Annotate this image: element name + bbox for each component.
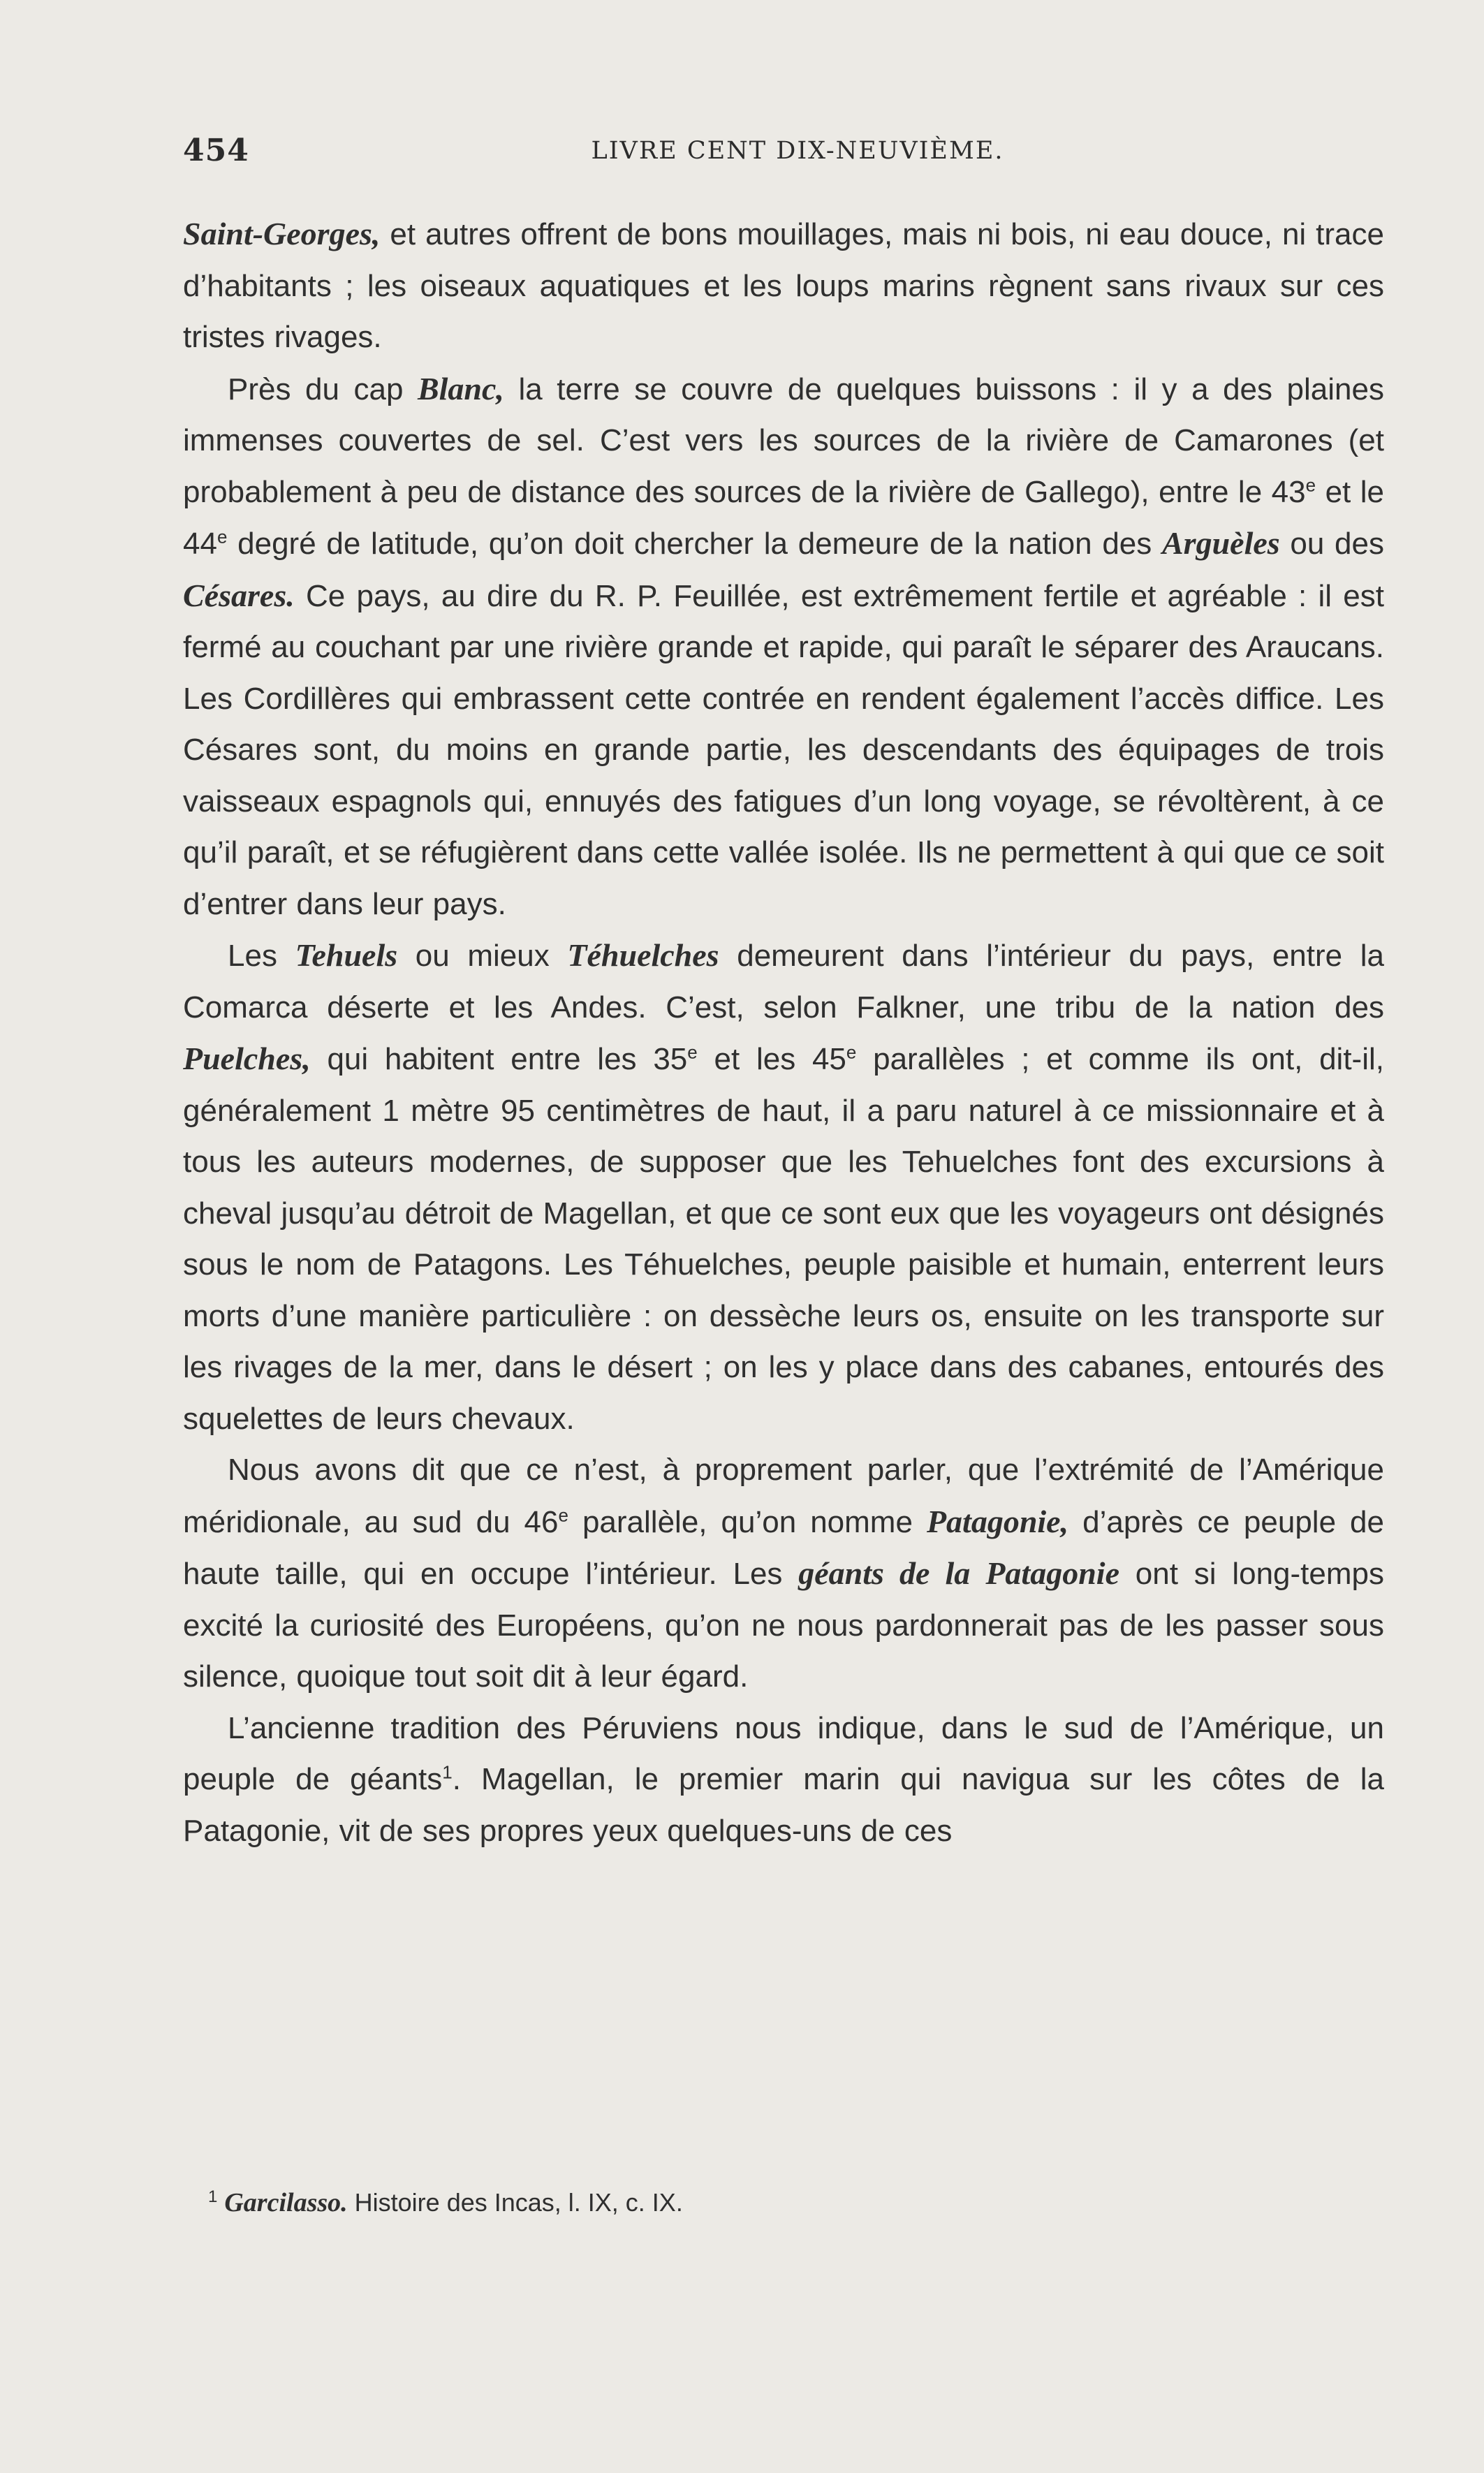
- superscript: e: [687, 1041, 698, 1063]
- superscript: e: [558, 1504, 568, 1525]
- text-run: et les 45: [697, 1042, 846, 1076]
- paragraph: [183, 1703, 1384, 1857]
- italic-term: Saint-Georges,: [183, 216, 381, 251]
- italic-term: Arguèles: [1161, 525, 1280, 561]
- footnote-text: Histoire des Incas, l. IX, c. IX.: [347, 2188, 683, 2217]
- text-run: et le 44: [183, 474, 1385, 561]
- footnote-marker: 1: [208, 2187, 218, 2206]
- text-run: ont si long-temps excité la curiosité des Européens, qu’on ne nous pardonnerait pas de les passer sous silence, quoique tout soit dit à leur égard.: [183, 1557, 1384, 1694]
- text-run: ou des: [1279, 527, 1384, 561]
- page-number: 454: [183, 133, 249, 168]
- superscript: e: [846, 1041, 857, 1063]
- paragraph: [183, 1444, 1384, 1703]
- text-run: la terre se couvre de quelques buissons : il y a des plaines immenses couvertes de sel. C’est vers les sources de la rivière de Camarones (et probablement à peu de distance des sources de la rivière de Gallego), entre le 43: [183, 372, 1384, 509]
- page-header: [183, 133, 1384, 175]
- footnote: [208, 2187, 1381, 2218]
- italic-term: Téhuelches: [567, 937, 719, 973]
- paragraph: [183, 208, 1384, 363]
- superscript: e: [1305, 474, 1316, 495]
- text-run: Ce pays, au dire du R. P. Feuillée, est extrêmement fertile et agréable : il est fermé au couchant par une rivière grande et rapide, qui paraît le séparer des Araucans. Les Cordillères qui embrassent cette contrée en rendent également l’accès diffice. Les Césares sont, du moins en grande partie, les descendants des équipages de trois vaisseaux espagnols qui, ennuyés des fatigues d’un long voyage, se révoltèrent, à ce qu’il paraît, et se réfugièrent dans cette vallée isolée. Ils ne permettent à qui que ce soit d’entrer dans leur pays.: [183, 578, 1384, 921]
- italic-term: géants de la Patagonie: [798, 1555, 1119, 1591]
- italic-term: Tehuels: [295, 937, 398, 973]
- running-title: LIVRE CENT DIX-NEUVIÈME.: [591, 137, 1004, 165]
- superscript: 1: [442, 1761, 453, 1783]
- text-run: d’après ce peuple de haute taille, qui en occupe l’intérieur. Les: [183, 1504, 1384, 1591]
- text-run: L’ancienne tradition des Péruviens nous indique, dans le sud de l’Amérique, un peuple de géants: [183, 1710, 1384, 1796]
- italic-term: Blanc,: [417, 370, 504, 406]
- italic-term: Puelches,: [183, 1041, 311, 1076]
- text-run: parallèle, qu’on nomme: [568, 1504, 927, 1539]
- paragraph: [183, 930, 1384, 1444]
- text-run: parallèles ; et comme ils ont, dit-il, généralement 1 mètre 95 centimètres de haut, il a paru naturel à ce missionnaire et à tous les auteurs modernes, de supposer que les Tehuelches font des excursions à cheval jusqu’au détroit de Magellan, et que ce sont eux que les voyageurs ont désignés sous le nom de Patagons. Les Téhuelches, peuple paisible et humain, enterrent leurs morts d’une manière particulière : on dessèche leurs os, ensuite on les transporte sur les rivages de la mer, dans le désert ; on les y place dans des cabanes, entourés des squelettes de leurs chevaux.: [183, 1042, 1384, 1436]
- text-run: Près du cap: [228, 372, 418, 406]
- superscript: e: [216, 526, 228, 548]
- paragraph: [183, 363, 1384, 930]
- text-run: degré de latitude, qu’on doit chercher la demeure de la nation des: [227, 527, 1162, 561]
- text-run: et autres offrent de bons mouillages, mais ni bois, ni eau douce, ni trace d’habitants ; les oiseaux aquatiques et les loups marins règnent sans rivaux sur ces tristes rivages.: [183, 217, 1384, 354]
- text-run: Les: [228, 939, 295, 973]
- italic-term: Césares.: [183, 577, 295, 613]
- footnote-author: Garcilasso.: [224, 2188, 348, 2217]
- text-run: Nous avons dit que ce n’est, à proprement parler, que l’extrémité de l’Amérique méridionale, au sud du 46: [183, 1453, 1384, 1539]
- text-run: . Magellan, le premier marin qui navigua sur les côtes de la Patagonie, vit de ses propres yeux quelques-uns de ces: [183, 1762, 1384, 1848]
- italic-term: Patagonie,: [926, 1503, 1069, 1539]
- text-run: qui habitent entre les 35: [310, 1042, 688, 1076]
- body-text: [183, 208, 1384, 1856]
- text-run: ou mieux: [397, 939, 568, 973]
- text-run: demeurent dans l’intérieur du pays, entre la Comarca déserte et les Andes. C’est, selon Falkner, une tribu de la nation des: [183, 939, 1385, 1025]
